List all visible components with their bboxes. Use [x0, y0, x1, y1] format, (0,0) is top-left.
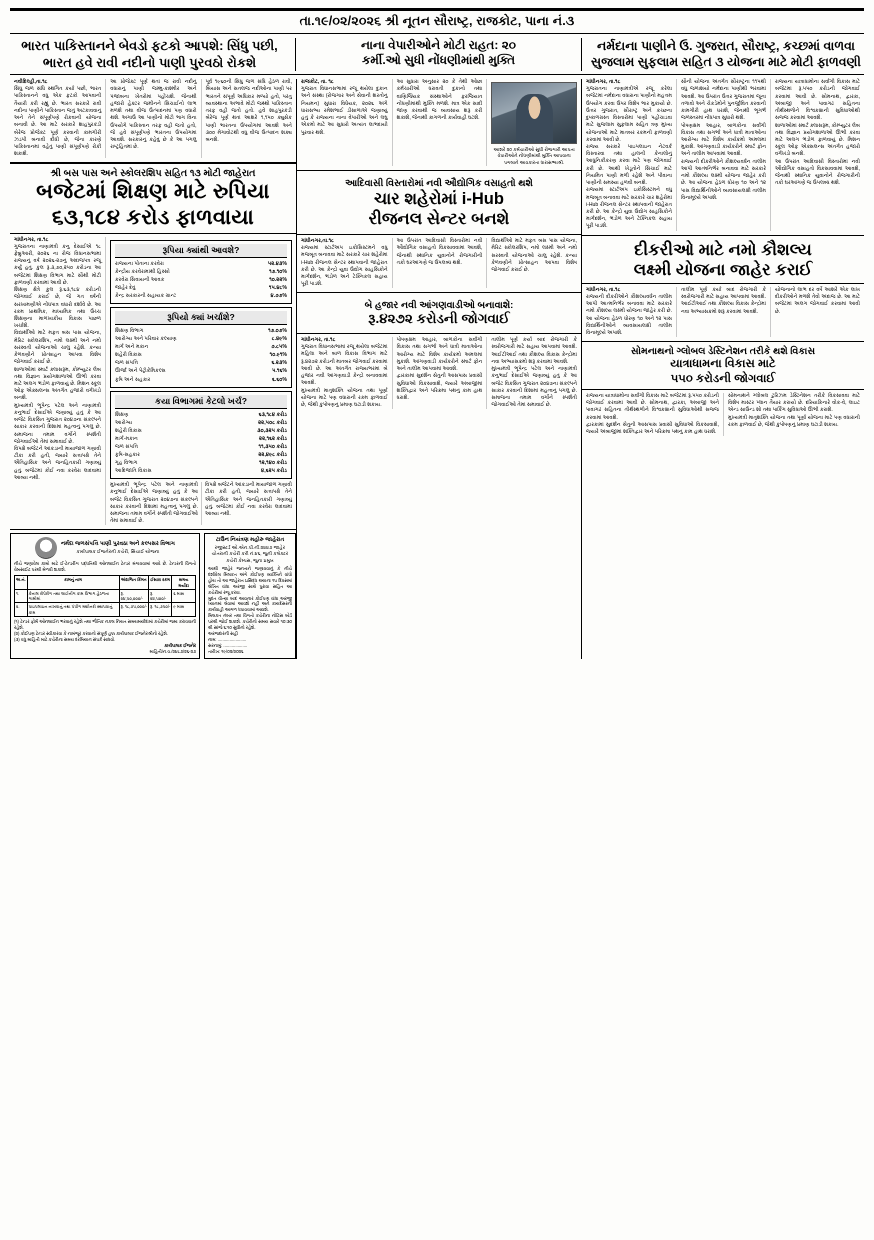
- body-text: રાજ્યમાં સ્ટાર્ટઅપ ઇકોસિસ્ટમને વધુ મજબૂત બનાવવા માટે સરકારે ચાર શહેરોમાં i-Hub રીજનલ સેન્ટર સ્થાપવાની જાહેરાત કરી છે. આ કેન્દ્રો યુવા ઉદ્યોગ સાહસિકોને માર્ગદર્શન, ભંડોળ અને ટેક્નિકલ સહાય પૂરી પાડશે.: [586, 187, 672, 230]
- body-text: રાજ્યની દીકરીઓને કૌશલ્યવર્ધન તાલીમ આપી આત્મનિર્ભર બનાવવા માટે સરકારે નમો કૌશલ્ય લક્ષ્મી યોજના જાહેર કરી છે. આ યોજના હેઠળ ધોરણ ૧૦ અને ૧૨ પાસ વિદ્યાર્થિનીઓને વ્યવસાયલક્ષી તાલીમ વિનામૂલ્યે અપાશે.: [586, 293, 672, 336]
- body-text: ગુજરાતના નાણામંત્રીએ રજૂ કરેલા બજેટમાં નર્મદાના વધારાના પાણીનો મહત્તમ ઉપયોગ કરવા ઉપર વિશેષ ભાર મુકાયો છે. ઉત્તર ગુજરાત, સૌરાષ્ટ્ર અને કચ્છના દુષ્કાળગ્રસ્ત વિસ્તારોમાં પાણી પહોંચાડવા માટે સુજલામ સુફલામ સહિત ત્રણ મુખ્ય યોજનાઓ માટે માતબર રકમની ફાળવણી કરવામાં આવી છે.: [586, 86, 672, 143]
- fact-label: જળ સંપત્તિ: [115, 443, 139, 450]
- notice-signature-line: સરનામું: ....................: [208, 642, 248, 648]
- narmada-col-1: [582, 79, 676, 230]
- table-header-row: [15, 576, 196, 590]
- traders-col-2: [392, 79, 487, 166]
- namo-col-1: [582, 287, 676, 337]
- cell: રૂ. ૨૪,૫૦૦/-: [149, 589, 172, 603]
- table-row: [15, 603, 196, 617]
- fact-label: કૃષિ-સહકાર: [115, 451, 140, 458]
- indus-col-3: [201, 79, 296, 158]
- headline-line2: રીજનલ સેન્ટર બનશે: [368, 209, 510, 228]
- headline-line1: દીકરીઓ માટે નમો કૌશલ્ય: [634, 240, 812, 259]
- fact-row: [115, 351, 287, 359]
- headline-line1: નાના વેપારીઓને મોટી રાહત: ૨૦: [361, 38, 516, 52]
- body-text: તાલીમ પૂર્ણ કર્યા બાદ રોજગારી કે સ્વરોજગારી માટે સહાય આપવામાં આવશે. આઈટીઆઈ તથા કૌશલ્ય વિકાસ કેન્દ્રોમાં નવા અભ્યાસક્રમો શરૂ કરવામાં આવશે.: [681, 286, 766, 315]
- traders-col-1: [297, 79, 392, 166]
- top-headline-band: [10, 38, 864, 71]
- fact-value: ૨૨,૫૦૮ કરોડ: [258, 419, 287, 426]
- notice-heading: નર્મદા જળસંપત્તિ પાણી પુરવઠા અને કલ્પસર વિભાગ: [60, 541, 176, 548]
- body-text: આ પ્રોજેક્ટ પૂર્ણ થતાં જ રાવી નદીનું વધારાનું પાણી જમ્મુ-કાશ્મીર અને પંજાબના ખેતરોમાં પહોંચશે. જેનાથી હજારો હેક્ટર જમીનને સિંચાઈનો લાભ મળશે તથા વીજ ઉત્પાદનમાં પણ વધારો થશે. અગાઉ આ પાણીનો મોટો ભાગ વિના ઉપયોગે પાકિસ્તાન તરફ વહી જતો હતો, જે હવે સંપૂર્ણપણે ભારતના ઉપયોગમાં આવશે. સરકારનું કહેવું છે કે આ પગલું રાષ્ટ્રહિતમાં છે.: [110, 79, 197, 151]
- kicker: શ્રી બસ પાસ અને સ્કોલરશિપ સહિત ૧૩ મોટી જાહેરાત: [50, 168, 256, 180]
- fact-row: [115, 376, 287, 384]
- col-header: અંદાજિત કિંમત: [119, 576, 148, 590]
- body-text: મુખ્યમંત્રી ભૂપેન્દ્ર પટેલ અને નાણામંત્રી કનુભાઈ દેસાઈએ જણાવ્યું હતું કે આ બજેટ વિકસિત ગુજરાત ૨૦૪૭ના સંકલ્પને સાકાર કરવાની દિશામાં મહત્વનું પગલું છે. સમાજના તમામ વર્ગોને સ્પર્શતી જોગવાઈઓ તેમાં સમાવાઈ છે.: [110, 482, 198, 525]
- body-text: મુખ્યમંત્રી ભૂપેન્દ્ર પટેલ અને નાણામંત્રી કનુભાઈ દેસાઈએ જણાવ્યું હતું કે આ બજેટ વિકસિત ગુજરાત ૨૦૪૭ના સંકલ્પને સાકાર કરવાની દિશામાં મહત્વનું પગલું છે. સમાજના તમામ વર્ગોને સ્પર્શતી જોગવાઈઓ તેમાં સમાવાઈ છે.: [491, 366, 577, 409]
- notice-footnote: (૨) કોઈપણ ટેન્ડર સ્વીકારવા કે નામંજૂર કરવાનો સંપૂર્ણ હક્ક કાર્યપાલક ઈજનેરશ્રીનો રહેશે.: [14, 630, 168, 636]
- body-text: મુખ્યમંત્રી માતૃશક્તિ યોજના તથા પૂર્ણા યોજના માટે પણ વધારાની રકમ ફાળવાઈ છે, જેથી કુપોષણનું પ્રમાણ ઘટાડી શકાય.: [728, 414, 860, 428]
- fact-label: ઊર્જા અને પેટ્રોકેમિકલ્સ: [115, 368, 166, 375]
- cell: રૂ. ૧૮,૭૫૦/-: [149, 603, 172, 617]
- body-text: પૂર્વ ૧૯૬૦ની સિંધુ જળ સંધિ હેઠળ રાવી, બિયાસ અને સતલજ નદીઓના પાણી પર ભારતને સંપૂર્ણ અધિકાર મળ્યો હતો, પરંતુ વ્યવસ્થાના અભાવે મોટો જથ્થો પાકિસ્તાન તરફ વહી જતો હતો. હવે શાહપુરકંડી બેરેજ પૂર્ણ થતાં આશરે ૧,૧૫૦ ક્યુસેક પાણી ભારતના ઉપયોગમાં આવશે અને ૩૦૦ મેગાવોટથી વધુ વીજ ઉત્પાદન શક્ય બનશે.: [205, 79, 292, 143]
- fact-row: [115, 327, 287, 335]
- body-text: રાજ્યમાં સ્ટાર્ટઅપ ઇકોસિસ્ટમને વધુ મજબૂત બનાવવા માટે સરકારે ચાર શહેરોમાં i-Hub રીજનલ સેન્ટર સ્થાપવાની જાહેરાત કરી છે. આ કેન્દ્રો યુવા ઉદ્યોગ સાહસિકોને માર્ગદર્શન, ભંડોળ અને ટેક્નિકલ સહાય પૂરી પાડશે.: [301, 245, 388, 288]
- fact-value: ૬.૨૩%: [271, 360, 287, 367]
- fact-row: [115, 411, 287, 419]
- headline-line2: ૫૫૦ કરોડની જોગવાઈ: [670, 372, 776, 385]
- budget-education-banner: [10, 168, 296, 229]
- fact-row: [115, 276, 287, 284]
- msme-col-3: [486, 337, 581, 409]
- kicker: બે હજાર નવી આંગણવાડીઓ બનાવાશે:: [364, 300, 514, 312]
- headline-line2: ભારત હવે રાવી નદીનો પાણી પુરવઠો રોકશે: [42, 54, 257, 70]
- story-narmada-headline: [582, 38, 864, 71]
- headline-line2: સુજલામ સુફલામ સહિત ૩ યોજના માટે મોટી ફાળવણી: [591, 55, 861, 69]
- anganwadi-banner: [297, 300, 581, 328]
- right-zone: [582, 79, 864, 659]
- main-body: [10, 79, 864, 659]
- body-text: રાજ્યની દીકરીઓને કૌશલ્યવર્ધન તાલીમ આપી આત્મનિર્ભર બનાવવા માટે સરકારે નમો કૌશલ્ય લક્ષ્મી યોજના જાહેર કરી છે. આ યોજના હેઠળ ધોરણ ૧૦ અને ૧૨ પાસ વિદ્યાર્થિનીઓને વ્યવસાયલક્ષી તાલીમ વિનામૂલ્યે અપાશે.: [681, 158, 766, 201]
- notice-signature: કાર્યપાલક ઈજનેર: [164, 642, 196, 648]
- fact-row: [115, 467, 287, 475]
- fact-label: કેન્દ્ર સરકારની સહાયક ગ્રાન્ટ: [115, 293, 177, 300]
- notice-footnote: (૩) વધુ માહિતી માટે કચેરીના સમય દરમિયાન સંપર્ક સાધવો.: [14, 636, 116, 642]
- traders-col-3: [486, 79, 581, 166]
- dateline: નવીદિલ્હી,તા.૧૮: [14, 79, 48, 86]
- fact-row: [115, 343, 287, 351]
- headline-line1: ચાર શહેરોમાં i-Hub: [374, 189, 504, 208]
- notice-footnote: (૧) ટેન્ડર ફોર્મ ઓનલાઈન ભરવાનું રહેશે તથા ભૌતિક નકલ નિયત સમયમર્યાદામાં કચેરીમાં જમા કરાવવાની રહેશે.: [14, 619, 196, 631]
- factbox-expense: [110, 307, 292, 387]
- dateline: રાજકોટ, તા. ૧૮: [301, 79, 334, 86]
- factbox-title: રૂપિયા ક્યાંથી આવશે?: [115, 244, 287, 258]
- dateline: ગાંધીનગર, તા.૧૮: [14, 236, 49, 243]
- body-text: શાળાઓમાં સ્માર્ટ ક્લાસરૂમ, કોમ્પ્યુટર લેબ તથા વિજ્ઞાન પ્રયોગશાળાઓ ઊભી કરવા માટે અલગ ભંડોળ ફાળવાયું છે. મિશન સ્કૂલ ઓફ એક્સલન્સ અંતર્ગત હજારો વર્ગખંડો બનશે.: [14, 366, 101, 402]
- fact-row: [115, 359, 287, 367]
- fact-value: ૨૨,૧૬૨ કરોડ: [259, 435, 287, 442]
- factbox-income: [110, 240, 292, 304]
- fact-value: ૧૧,૩૫૦ કરોડ: [258, 443, 287, 450]
- fact-label: શિક્ષણ વિભાગ: [115, 328, 144, 335]
- notice-ref: માહિતી/ન.વ./૨૪૮૭/૨૬-૨૭: [149, 648, 196, 654]
- cell: ૨.: [15, 603, 28, 617]
- masthead: [10, 8, 864, 34]
- body-text: મુખ્યમંત્રી માતૃશક્તિ યોજના તથા પૂર્ણા યોજના માટે પણ વધારાની રકમ ફાળવાઈ છે, જેથી કુપોષણનું પ્રમાણ ઘટાડી શકાય.: [301, 387, 388, 408]
- msme-col-2: [392, 337, 487, 409]
- indus-col-1: [10, 79, 105, 158]
- fact-value: ૬૩,૧૮૪ કરોડ: [258, 411, 287, 418]
- body-text: આ ઉપરાંત આદિવાસી વિસ્તારોમાં નવી ઔદ્યોગિક વસાહતો વિકસાવવામાં આવશે, જેનાથી સ્થાનિક યુવાનોને રોજગારીની તકો ઘરઆંગણે જ ઉપલબ્ધ થશે.: [396, 238, 483, 266]
- cell: રૂ. ૧૮,૭૫,૦૦૦/-: [119, 603, 148, 617]
- body-text: પોષણક્ષમ આહાર, બાળકોના સર્વાંગી વિકાસ તથા સગર્ભા અને ધાત્રી માતાઓના આરોગ્ય માટે વિશેષ કાર્યક્રમો અમલમાં મુકાશે. આંગણવાડી કાર્યકરોને સ્માર્ટ ફોન અને તાલીમ આપવામાં આવશે.: [681, 122, 766, 158]
- notice-signature-line: નામ: ........................: [208, 637, 247, 643]
- fact-value: ૮.૪૯%: [271, 336, 287, 343]
- kicker: આદિવાસી વિસ્તારોમાં નવી ઔદ્યોગિક વસાહતો થશે: [345, 177, 533, 189]
- somnath-banner: [582, 346, 864, 386]
- tender-table: [14, 575, 196, 617]
- body-text: દ્વારકામાં સુદર્શન સેતુની આસપાસ પ્રવાસી સુવિધાઓ વિકસાવાશે, જ્યારે અંબાજીમાં શક્તિદ્વાર અને પરિક્રમા પથનું કામ હાથ ધરાશે.: [586, 421, 719, 436]
- headline-line2: લક્ષ્મી યોજના જાહેર કરાઈ: [633, 260, 813, 279]
- budget-fact-boxes: [105, 237, 296, 526]
- fact-value: ૫.૧૬%: [272, 368, 287, 375]
- fact-value: ૫૨.૪૩%: [267, 260, 287, 267]
- fact-row: [115, 260, 287, 268]
- cell: ૯ માસ: [172, 603, 196, 617]
- body-text: પોષણક્ષમ આહાર, બાળકોના સર્વાંગી વિકાસ તથા સગર્ભા અને ધાત્રી માતાઓના આરોગ્ય માટે વિશેષ કાર્યક્રમો અમલમાં મુકાશે. આંગણવાડી કાર્યકરોને સ્માર્ટ ફોન અને તાલીમ આપવામાં આવશે.: [396, 337, 483, 373]
- col-header: ઈસારા રકમ: [149, 576, 172, 590]
- fact-value: ૧૦.૨૨%: [269, 276, 287, 283]
- col-header: સમય મર્યાદા: [172, 576, 196, 590]
- fact-value: ૧૦.૯૧%: [269, 352, 287, 359]
- fact-row: [115, 435, 287, 443]
- body-text: રાજ્ય સરકારે પાઇપલાઇન નેટવર્ક વિસ્તારવા તથા હાલની કેનાલોનું આધુનિકીકરણ કરવા માટે પણ જોગવાઈ કરી છે. આથી ખેડૂતોને સિંચાઈ માટે નિયમિત પાણી મળી રહેશે અને પીવાના પાણીની સમસ્યા હળવી બનશે.: [586, 144, 672, 187]
- notice-subheading: રજીસ્ટર્ડ ઓ.એન.પી.નીં.૨૪૪૭ જાહેર ચોતરાની કચેરી કરી નં.૪૬, જુની કલેક્ટર કચેરી કેમ્પસ, જુના પ્રમુખ: [211, 544, 289, 563]
- ihub-col-3: [486, 238, 581, 288]
- notice-subheading: કાર્યપાલક ઈજનેરની કચેરી, સિંચાઈ યોજના: [76, 548, 160, 554]
- dateline: ગાંધીનગર, તા.૧૮: [586, 79, 621, 86]
- fact-label: આરોગ્ય અને પરિવાર કલ્યાણ: [115, 336, 177, 343]
- notice-intro: નીચે જણાવેલ કામો માટે ઈ-ટેન્ડરીંગ પદ્ધતિથી ઓનલાઈન ટેન્ડર મંગાવવામાં આવે છે. ટેન્ડરની વિગતો વેબસાઈટ પરથી મેળવી શકાશે.: [14, 561, 196, 573]
- government-emblem-icon: [35, 537, 57, 559]
- ihub-banner: [297, 178, 581, 229]
- fact-label: કેન્દ્રીય કરવેરામાંથી હિસ્સો: [115, 268, 170, 275]
- fact-row: [115, 427, 287, 435]
- masthead-line: તા.૧૯/૦૨/૨૦૨૬ શ્રી નૂતન સૌરાષ્ટ્ર, રાજકોટ, પાના નં.૩: [299, 14, 575, 28]
- fact-label: શિક્ષણ: [115, 411, 129, 418]
- fact-value: ૪,૬૨૫ કરોડ: [261, 468, 287, 474]
- factbox-title: કયા વિભાગમાં કેટલો ખર્ચ?: [115, 395, 287, 409]
- body-text: રાજ્યના યાત્રાધામોના સર્વાંગી વિકાસ માટે બજેટમાં રૂ.૫૫૦ કરોડની જોગવાઈ કરવામાં આવી છે. સોમનાથ, દ્વારકા, અંબાજી અને પાવાગઢ સહિતના તીર્થસ્થળોને વિશ્વકક્ષાની સુવિધાઓથી સજ્જ કરવામાં આવશે.: [775, 79, 860, 122]
- kicker: સોમનાથનો ગ્લોબલ ડેસ્ટિનેશન તરીકે થશે વિકાસ: [630, 346, 816, 358]
- body-text: ગુજરાત વિધાનસભામાં રજૂ થયેલા દુકાન અને સંસ્થા (રોજગાર અને સેવાની શરતોનું નિયમન) સુધારા વિધેયક, ૨૦૨૬ અંગે ધારાસભ્ય રમેશભાઈ ડીસાળાએ જણાવ્યું હતું કે રાજ્યના નાના વેપારીઓ અને લઘુ એકમો માટે આ સુધારો અત્યંત લાભદાયી પુરવાર થશે.: [301, 86, 388, 136]
- headline-line1: નર્મદાના પાણીને ઉ. ગુજરાત, સૌરાષ્ટ્ર, કચ્છમાં વાળવા: [597, 39, 855, 53]
- fact-row: [115, 459, 287, 467]
- msme-col-1: [297, 337, 392, 409]
- headline: રૂ.૪૨૭૨ કરોડની જોગવાઈ: [368, 311, 510, 327]
- headline-line2: કર્મી.ઓ સુધી નોંધણીમાંથી મુક્તિ: [361, 53, 516, 68]
- body-text: ગુજરાતના નાણામંત્રી કનુ દેસાઈએ ૧૮ ફેબ્રુઆરી, ૨૦૨૬ ના રોજ વિધાનસભામાં રાજ્યનું વર્ષ ૨૦૨૬-૨૭નું અંદાજપત્ર રજૂ કર્યું હતું. કુલ રૂ.૩,૭૦,૨૫૦ કરોડના આ બજેટમાં શિક્ષણ વિભાગ માટે સૌથી મોટી ફાળવણી કરવામાં આવી છે.: [14, 243, 101, 286]
- fact-value: ૧૭.૧૦%: [269, 268, 287, 275]
- tender-notice: [10, 533, 200, 658]
- cell: કેનાલ રીપેરીંગ તથા લાઈનીંગ કામ વિભાગ હેઠળના ગામોમાં: [27, 589, 119, 603]
- somnath-col-1: [582, 393, 723, 436]
- headline-line2: ૬૩,૧૮૪ કરોડ ફાળવાયા: [51, 205, 255, 229]
- fact-label: માર્ગ-મકાન: [115, 435, 138, 442]
- notice-body: આથી જાહેર જનતાને જણાવવાનું કે નીચે દર્શાવેલ મિલકત અંગે કોઈપણ વ્યક્તિને વાંધો હોય તો આ જાહેરાત પ્રસિદ્ધ થયાના ૧૫ દિવસમાં લેખિત વાંધા અરજી સાથે પુરાવા સહિત આ કચેરીમાં રજૂ કરવા.: [208, 565, 292, 595]
- dateline: ગાંધીનગર, તા.૧૮: [301, 337, 336, 344]
- mla-photo: [491, 82, 577, 144]
- body-text: યોજનાનો લાભ દર વર્ષે આશરે એક લાખ દીકરીઓને મળશે તેવો અંદાજ છે. આ માટે બજેટમાં અલગ જોગવાઈ કરવામાં આવી છે.: [775, 286, 860, 315]
- headline-line1: યાત્રાધામના વિકાસ માટે: [670, 358, 776, 371]
- fact-label: આદિજાતિ વિકાસ: [115, 468, 152, 474]
- budget-tail-col-2: [201, 482, 292, 525]
- notice-signature-line: અરજદારની સહી: [208, 631, 238, 637]
- fact-value: ૩૦,૩૨૫ કરોડ: [257, 427, 287, 434]
- cell: ૧.: [15, 589, 28, 603]
- fact-value: ૧૨,૧૪૦ કરોડ: [259, 459, 287, 466]
- fact-value: ૨૨,૪૯૮ કરોડ: [258, 451, 287, 458]
- fact-value: ૧૭.૦૭%: [268, 328, 287, 335]
- fact-row: [115, 451, 287, 459]
- body-text: સૌની યોજના અંતર્ગત સૌરાષ્ટ્રના ૧૧૫થી વધુ જળાશયો નર્મદાના પાણીથી ભરવામાં આવશે. આ ઉપરાંત ઉત્તર ગુજરાતમાં જૂના તળાવો અને ચેકડેમોને પુનર્જીવિત કરવાની કામગીરી હાથ ધરાશે, જેનાથી ભૂગર્ભ જળસ્તરમાં નોંધપાત્ર સુધારો થશે.: [681, 79, 766, 122]
- fact-label: આરોગ્ય: [115, 419, 133, 426]
- body-text: આ સુધારા અનુસાર ૨૦ કે તેથી ઓછા કર્મચારીઓ ધરાવતી દુકાનો તથા વાણિજ્યિક સંસ્થાઓને ફરજિયાત નોંધણીમાંથી મુક્તિ મળશે. માત્ર એક સાદી જાણ કરવાથી જ વ્યવસાય શરૂ કરી શકાશે, જેનાથી કાગળની કાર્યવાહી ઘટશે.: [396, 79, 483, 122]
- fact-value: ૧૫.૪૮%: [268, 285, 287, 291]
- notice-body: મિલકત નંબર તથા વિગતો કચેરીના નોટિસ બોર્ડ પરથી જોઈ શકાશે. કચેરીનો સમય સવારે ૧૦:૩૦ થી સાંજે ૬:૧૦ સુધીનો રહેશે.: [208, 613, 292, 631]
- col-header: અ.નં.: [15, 576, 28, 590]
- cell: પાઇપલાઇન નાખવાનું તથા પંપીંગ મશીનરી સ્થાપવાનું કામ: [27, 603, 119, 617]
- body-text: વિદ્યાર્થીઓ માટે મફત બસ પાસ યોજના, મેરિટ સ્કોલરશિપ, નમો લક્ષ્મી અને નમો સરસ્વતી યોજનાઓ ચાલુ રહેશે. કન્યા કેળવણીને પ્રોત્સાહન આપવા વિશેષ જોગવાઈ કરાઈ છે.: [491, 238, 577, 273]
- public-notice: [204, 533, 296, 658]
- fact-label: જળ સંપત્તિ: [115, 360, 139, 367]
- fact-row: [115, 292, 287, 300]
- notice-signature-line: તારીખ: ૧૯/૦૨/૨૦૨૬: [208, 648, 244, 654]
- namo-kaushalya-banner: [582, 240, 864, 280]
- body-text: ગુજરાત વિધાનસભામાં રજૂ થયેલા બજેટમાં મહિલા અને બાળ વિકાસ વિભાગ માટે રૂ.૪૨૭૨ કરોડની માતબર જોગવાઈ કરવામાં આવી છે. આ અંતર્ગત રાજ્યભરમાં બે હજાર નવી આંગણવાડી કેન્દ્રો બનાવવામાં આવશે.: [301, 344, 388, 387]
- fact-label: શહેરી વિકાસ: [115, 427, 142, 434]
- fact-row: [115, 443, 287, 451]
- budget-col-1: [10, 237, 105, 526]
- dateline: ગાંધીનગર,તા.૧૮: [301, 238, 334, 245]
- body-text: સિંધુ જળ સંધિ સ્થગિત કર્યા પછી, ભારત પાકિસ્તાનને વધુ એક ફટકો આપવાની તૈયારી કરી રહ્યું છે. ભારત સરકારે રાવી નદીના પાણીને પાકિસ્તાન જતું અટકાવવાનું અને તેને સંપૂર્ણપણે રોકવાની યોજના બનાવી છે. આ માટે સરકારે શાહપુરકંડી બેરેજ પ્રોજેક્ટ પૂર્ણ કરવાની કામગીરી ઝડપી બનાવી દીધી છે, જેના કારણે પાકિસ્તાનમાં વહેતું પાણી સંપૂર્ણપણે રોકી શકાશે.: [14, 86, 102, 158]
- namo-col-2: [676, 287, 770, 337]
- dateline: ગાંધીનગર, તા.૧૮: [586, 286, 621, 293]
- fact-value: ૭.૮૫%: [271, 344, 287, 351]
- factbox-title: રૂપિયો ક્યાં ખર્ચાશે?: [115, 311, 287, 325]
- fact-value: ૪.૭૭%: [270, 293, 287, 300]
- body-text: રાજ્યના યાત્રાધામોના સર્વાંગી વિકાસ માટે બજેટમાં રૂ.૫૫૦ કરોડની જોગવાઈ કરવામાં આવી છે. સોમનાથ, દ્વારકા, અંબાજી અને પાવાગઢ સહિતના તીર્થસ્થળોને વિશ્વકક્ષાની સુવિધાઓથી સજ્જ કરવામાં આવશે.: [586, 392, 719, 421]
- factbox-department: [110, 391, 292, 480]
- fact-row: [115, 284, 287, 292]
- cell: રૂ. ૨૪,૫૦,૦૦૦/-: [119, 589, 148, 603]
- headline-line1: ભારત પાકિસ્તાનને બેવડો ફટકો આપશે: સિંધુ પછી,: [21, 38, 278, 53]
- narmada-col-3: [770, 79, 864, 230]
- ihub-col-1: [297, 238, 392, 288]
- fact-label: માર્ગ અને મકાન: [115, 344, 149, 351]
- story-indus-headline: [10, 38, 296, 71]
- fact-label: કૃષિ અને સહકાર: [115, 376, 151, 383]
- headline-line1: બજેટમાં શિક્ષણ માટે રુપિયા: [36, 180, 270, 204]
- somnath-col-2: [723, 393, 864, 436]
- fact-value: ૬.૬૦%: [272, 376, 287, 383]
- body-text: દ્વારકામાં સુદર્શન સેતુની આસપાસ પ્રવાસી સુવિધાઓ વિકસાવાશે, જ્યારે અંબાજીમાં શક્તિદ્વાર અને પરિક્રમા પથનું કામ હાથ ધરાશે.: [396, 373, 483, 401]
- story-traders-headline: [296, 38, 582, 71]
- body-text: વિદ્યાર્થીઓ માટે મફત બસ પાસ યોજના, મેરિટ સ્કોલરશિપ, નમો લક્ષ્મી અને નમો સરસ્વતી યોજનાઓ ચાલુ રહેશે. કન્યા કેળવણીને પ્રોત્સાહન આપવા વિશેષ જોગવાઈ કરાઈ છે.: [14, 330, 101, 366]
- notice-body: મુદત વીત્યા બાદ આવનાર કોઈપણ વાંધા અરજી ધ્યાનમાં લેવામાં આવશે નહીં અને કાયદેસરની કાર્યવાહી આગળ ધપાવવામાં આવશે.: [208, 595, 292, 613]
- indus-col-2: [105, 79, 200, 158]
- fact-row: [115, 335, 287, 343]
- body-text: વિપક્ષે બજેટને આંકડાની માયાજાળ ગણાવી ટીકા કરી હતી, જ્યારે સત્તાપક્ષે તેને ઐતિહાસિક અને જનહિતકારી ગણાવ્યું હતું. બજેટમાં કોઈ નવા કરવેરા લાદવામાં આવ્યા નથી.: [205, 482, 292, 517]
- fact-label: કરવેરા સિવાયની આવક: [115, 276, 165, 283]
- body-text: સોમનાથને ગ્લોબલ ટુરિઝમ ડેસ્ટિનેશન તરીકે વિકસાવવા માટે વિશેષ માસ્ટર પ્લાન તૈયાર કરાયો છે. દરિયાકિનારે વોક-વે, લાઇટ એન્ડ સાઉન્ડ શો તથા પાર્કિંગ સુવિધાઓ ઊભી કરાશે.: [728, 392, 860, 414]
- body-text: આ ઉપરાંત આદિવાસી વિસ્તારોમાં નવી ઔદ્યોગિક વસાહતો વિકસાવવામાં આવશે, જેનાથી સ્થાનિક યુવાનોને રોજગારીની તકો ઘરઆંગણે જ ઉપલબ્ધ થશે.: [775, 158, 860, 187]
- body-text: શાળાઓમાં સ્માર્ટ ક્લાસરૂમ, કોમ્પ્યુટર લેબ તથા વિજ્ઞાન પ્રયોગશાળાઓ ઊભી કરવા માટે અલગ ભંડોળ ફાળવાયું છે. મિશન સ્કૂલ ઓફ એક્સલન્સ અંતર્ગત હજારો વર્ગખંડો બનશે.: [775, 122, 860, 158]
- fact-row: [115, 268, 287, 276]
- fact-label: શહેરી વિકાસ: [115, 352, 142, 359]
- left-zone: [10, 79, 296, 659]
- fact-label: જાહેર દેવું: [115, 285, 136, 291]
- body-text: મુખ્યમંત્રી ભૂપેન્દ્ર પટેલ અને નાણામંત્રી કનુભાઈ દેસાઈએ જણાવ્યું હતું કે આ બજેટ વિકસિત ગુજરાત ૨૦૪૭ના સંકલ્પને સાકાર કરવાની દિશામાં મહત્વનું પગલું છે. સમાજના તમામ વર્ગોને સ્પર્શતી જોગવાઈઓ તેમાં સમાવાઈ છે.: [14, 402, 101, 445]
- fact-row: [115, 367, 287, 375]
- narmada-col-2: [676, 79, 770, 230]
- middle-zone: [296, 79, 582, 659]
- cell: ૬ માસ: [172, 589, 196, 603]
- col-header: કામનું નામ: [27, 576, 119, 590]
- body-text: વિપક્ષે બજેટને આંકડાની માયાજાળ ગણાવી ટીકા કરી હતી, જ્યારે સત્તાપક્ષે તેને ઐતિહાસિક અને જનહિતકારી ગણાવ્યું હતું. બજેટમાં કોઈ નવા કરવેરા લાદવામાં આવ્યા નથી.: [14, 445, 101, 481]
- namo-col-3: [770, 287, 864, 337]
- fact-label: ગૃહ વિભાગ: [115, 459, 138, 466]
- budget-tail-col-1: [110, 482, 201, 525]
- ihub-col-2: [392, 238, 487, 288]
- fact-row: [115, 419, 287, 427]
- photo-caption: આશરે ૨૦ કર્મચારીઓ સુધી રોજગારી આપતા વેપારીઓને નોંધણીમાંથી મુક્તિ આપવાના પગલાને આવકારતા ધારાસભ્યશ્રી.: [493, 147, 575, 165]
- body-text: તાલીમ પૂર્ણ કર્યા બાદ રોજગારી કે સ્વરોજગારી માટે સહાય આપવામાં આવશે. આઈટીઆઈ તથા કૌશલ્ય વિકાસ કેન્દ્રોમાં નવા અભ્યાસક્રમો શરૂ કરવામાં આવશે.: [491, 337, 577, 365]
- table-row: [15, 589, 196, 603]
- body-text: શિક્ષણ ક્ષેત્રે કુલ રૂ.૬૩,૧૮૪ કરોડની જોગવાઈ કરાઈ છે, જે ગત વર્ષની સરખામણીએ નોંધપાત્ર વધારો દર્શાવે છે. આ રકમ પ્રાથમિક, માધ્યમિક તથા ઉચ્ચ શિક્ષણના માળખાકીય વિકાસ પાછળ ખર્ચાશે.: [14, 287, 101, 330]
- fact-label: રાજ્યના પોતાના કરવેરા: [115, 260, 164, 267]
- notice-heading: ટાઉન નિયંત્રણ મહોરુ જાહેરાત: [215, 537, 285, 544]
